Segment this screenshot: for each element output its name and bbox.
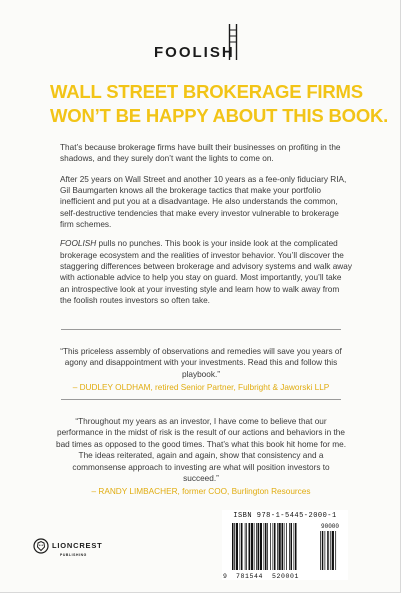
description-paragraph: After 25 years on Wall Street and another 10 years as a fee-only fiduciary RIA, Gil Baumgarten knows all the brokerage tactics that make your portfolio inefficient and put you at a disadvantage. He also understands the common, self-destructive tendencies that make every investor vulnerable to brokerage firm schemes.	[60, 174, 347, 230]
ladder-icon	[228, 24, 238, 60]
headline	[50, 80, 389, 128]
barcode-lead-digit: 9	[223, 573, 227, 580]
publisher-sub: PUBLISHING	[60, 553, 87, 557]
logo-text: FOOLISH	[154, 44, 235, 61]
barcode-left-digits: 781544	[236, 573, 264, 580]
barcode-graphic	[222, 522, 348, 580]
headline-line: WON’T BE HAPPY ABOUT THIS BOOK.	[50, 105, 389, 126]
quote-source: – DUDLEY OLDHAM, retired Senior Partner, Fulbright & Jaworski LLP	[72, 383, 330, 393]
barcode-right-digits: 520001	[272, 573, 300, 580]
description-text: pulls no punches. This book is your inside look at the complicated brokerage ecosystem and the realities of investor behavior. You’ll discover the staggering differences between brokerage and advisory systems and walk away with actionable advice to help you stay on guard. Most importantly, you’ll take an introspective look at your investing style and learn how to walk away from the foolish routes investors so often take.	[60, 239, 352, 306]
divider	[61, 399, 341, 400]
isbn-label: ISBN 978-1-5445-2000-1	[233, 512, 337, 520]
description-paragraph	[60, 238, 352, 306]
publisher-logo	[30, 536, 106, 564]
description-paragraph: That’s because brokerage firms have built their businesses on profiting in the shadows, and they surely don’t want the lights to come on.	[60, 143, 341, 164]
headline-line: WALL STREET BROKERAGE FIRMS	[50, 81, 363, 102]
publisher-name: LIONCREST	[52, 541, 103, 550]
endorsement-quote	[55, 416, 347, 498]
quote-text: “Throughout my years as an investor, I have come to believe that our performance in the midst of risk is the result of our actions and behaviors in the bad times as opposed to the good times. That’s what this book hit home for me. The ideas reiterated, again and again, show that consistency and a commonsense approach to investing are what will position investors to succeed.”	[56, 417, 346, 484]
quote-text: “This priceless assembly of observations and remedies will save you years of agony and disappointment with your investments. Read this and follow this playbook.”	[60, 347, 342, 379]
foolish-logo	[154, 24, 250, 60]
barcode	[222, 510, 348, 580]
divider	[61, 329, 341, 330]
quote-source: – RANDY LIMBACHER, former COO, Burlington Resources	[91, 487, 311, 497]
book-title: FOOLISH	[60, 239, 97, 249]
endorsement-quote	[55, 346, 347, 394]
barcode-price-code: 90000	[321, 523, 340, 530]
lion-icon	[33, 538, 49, 554]
description	[60, 142, 352, 307]
